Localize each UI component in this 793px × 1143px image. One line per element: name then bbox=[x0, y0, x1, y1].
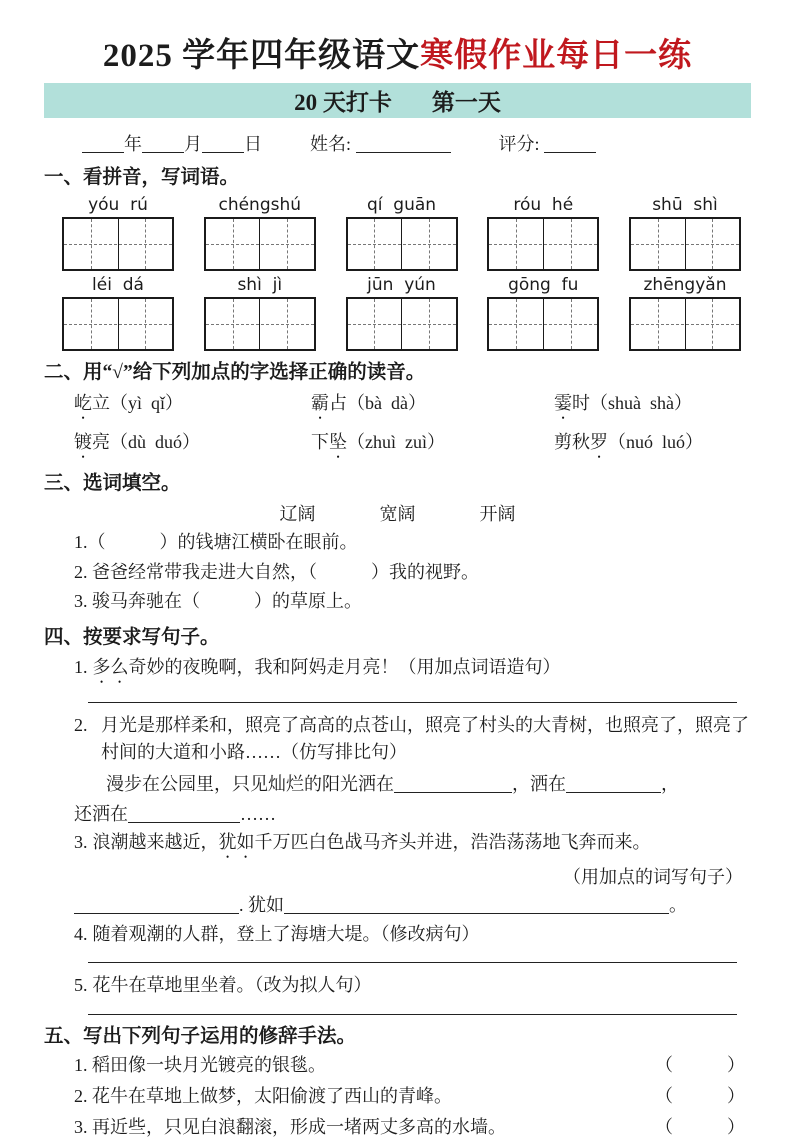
writing-cell[interactable] bbox=[685, 219, 740, 269]
word-bank-option: 宽阔 bbox=[379, 504, 416, 525]
writing-cell[interactable] bbox=[118, 299, 173, 349]
inline-blank[interactable] bbox=[566, 775, 661, 793]
answer-paren[interactable]: （ ） bbox=[655, 1116, 745, 1137]
writing-box[interactable] bbox=[346, 217, 458, 271]
fill-blank-item[interactable]: 2. 爸爸经常带我走进大自然，（ ）我的视野。 bbox=[74, 561, 479, 582]
writing-box[interactable] bbox=[62, 297, 174, 351]
pronunciation-item[interactable]: 下坠（zhuì zuì） bbox=[311, 432, 445, 453]
score-label: 评分: bbox=[498, 133, 540, 154]
pronunciation-item[interactable]: 镀亮（dù duó） bbox=[74, 432, 200, 453]
day-blank[interactable] bbox=[202, 135, 244, 153]
dotted-char: 罗 bbox=[590, 432, 608, 453]
pinyin-column bbox=[487, 194, 599, 271]
score-blank[interactable] bbox=[544, 135, 596, 153]
dotted-char: 镀 bbox=[74, 432, 92, 453]
pinyin-label: jūn yún bbox=[367, 274, 436, 295]
sentence-item-3-note: （用加点的词写句子） bbox=[563, 867, 743, 888]
inline-blank[interactable] bbox=[128, 805, 240, 823]
rhetoric-sentence: 2. 花牛在草地上做梦，太阳偷渡了西山的青峰。 bbox=[74, 1085, 452, 1106]
writing-cell[interactable] bbox=[401, 219, 456, 269]
pronunciation-item[interactable]: 屹立（yì qǐ） bbox=[74, 393, 184, 414]
writing-box[interactable] bbox=[346, 297, 458, 351]
section2-heading: 二、用“√”给下列加点的字选择正确的读音。 bbox=[44, 361, 426, 383]
month-label: 月 bbox=[184, 133, 202, 154]
writing-cell[interactable] bbox=[401, 299, 456, 349]
writing-box[interactable] bbox=[204, 217, 316, 271]
writing-cell[interactable] bbox=[543, 219, 598, 269]
writing-box[interactable] bbox=[487, 217, 599, 271]
word-bank-option: 开阔 bbox=[479, 504, 516, 525]
writing-cell[interactable] bbox=[685, 299, 740, 349]
section1-heading: 一、看拼音，写词语。 bbox=[44, 166, 240, 188]
section3-heading: 三、选词填空。 bbox=[44, 473, 181, 495]
writing-cell[interactable] bbox=[64, 299, 118, 349]
pinyin-column bbox=[629, 274, 741, 351]
pronunciation-grid bbox=[44, 389, 751, 462]
writing-cell[interactable] bbox=[543, 299, 598, 349]
fill-blank-item[interactable]: 3. 骏马奔驰在（ ）的草原上。 bbox=[74, 590, 362, 611]
sentence-item-3-answer-line: . 犹如 。 bbox=[44, 892, 751, 918]
word-bank bbox=[44, 500, 751, 526]
pinyin-column bbox=[62, 194, 174, 271]
pinyin-label: róu hé bbox=[513, 194, 574, 215]
fill-blank-items bbox=[44, 528, 751, 615]
sentence-item-2-fill-line-1: 漫步在公园里，只见灿烂的阳光洒在 ，洒在 ， bbox=[106, 774, 679, 795]
sentence-item-2-fill-line-2: 还洒在 …… bbox=[74, 804, 276, 825]
page-title bbox=[44, 34, 751, 79]
pronunciation-item[interactable]: 霸占（bà dà） bbox=[311, 393, 426, 414]
writing-cell[interactable] bbox=[206, 219, 260, 269]
pronunciation-item[interactable]: 剪秋罗（nuó luó） bbox=[554, 432, 704, 453]
answer-paren[interactable]: （ ） bbox=[655, 1054, 745, 1075]
writing-cell[interactable] bbox=[348, 219, 402, 269]
pinyin-label: chéngshú bbox=[218, 194, 302, 215]
sentence-item-3: 3. 浪潮越来越近，犹如千万匹白色战马齐头并进，浩浩荡荡地飞奔而来。 bbox=[74, 832, 651, 853]
pinyin-column bbox=[204, 194, 316, 271]
section4-heading: 四、按要求写句子。 bbox=[44, 626, 220, 648]
sentence-item-1: 1. 多么奇妙的夜晚啊，我和阿妈走月亮！（用加点词语造句） bbox=[74, 657, 561, 678]
dotted-char: 霸 bbox=[311, 393, 329, 414]
writing-cell[interactable] bbox=[64, 219, 118, 269]
rhetoric-item bbox=[44, 1112, 751, 1143]
writing-cell[interactable] bbox=[489, 219, 543, 269]
pinyin-column bbox=[629, 194, 741, 271]
writing-box[interactable] bbox=[62, 217, 174, 271]
pinyin-column bbox=[346, 274, 458, 351]
writing-cell[interactable] bbox=[259, 299, 314, 349]
sentence-item-2: 2. 月光是那样柔和，照亮了高高的点苍山，照亮了村头的大青树，也照亮了，照亮了村间的大道和小路……（仿写排比句） bbox=[74, 715, 749, 763]
sentence-section bbox=[44, 654, 751, 1014]
inline-blank[interactable] bbox=[74, 896, 239, 914]
pinyin-label: shū shì bbox=[652, 194, 718, 215]
writing-cell[interactable] bbox=[348, 299, 402, 349]
writing-cell[interactable] bbox=[118, 219, 173, 269]
answer-line[interactable] bbox=[88, 999, 737, 1015]
year-label: 年 bbox=[124, 133, 142, 154]
inline-blank[interactable] bbox=[394, 775, 512, 793]
month-blank[interactable] bbox=[142, 135, 184, 153]
pinyin-column bbox=[204, 274, 316, 351]
answer-paren[interactable]: （ ） bbox=[655, 1085, 745, 1106]
day-label: 日 bbox=[244, 133, 262, 154]
sentence-item-5: 5. 花牛在草地里坐着。（改为拟人句） bbox=[74, 975, 372, 996]
section5-heading: 五、写出下列句子运用的修辞手法。 bbox=[44, 1025, 357, 1047]
banner-checkin-label: 20 天打卡 bbox=[294, 89, 392, 115]
pinyin-label: zhēngyǎn bbox=[643, 274, 727, 295]
writing-box[interactable] bbox=[487, 297, 599, 351]
answer-line[interactable] bbox=[88, 687, 737, 703]
rhetoric-item bbox=[44, 1050, 751, 1081]
title-red-part: 寒假作业每日一练 bbox=[420, 38, 693, 74]
pinyin-label: léi dá bbox=[92, 274, 144, 295]
sentence-item-4: 4. 随着观潮的人群，登上了海塘大堤。（修改病句） bbox=[74, 924, 480, 945]
pinyin-label: gōng fu bbox=[508, 274, 579, 295]
writing-cell[interactable] bbox=[259, 219, 314, 269]
day-banner bbox=[44, 83, 751, 118]
word-bank-option: 辽阔 bbox=[279, 504, 316, 525]
pinyin-label: qí guān bbox=[366, 194, 437, 215]
title-black-part: 2025 学年四年级语文 bbox=[102, 38, 421, 74]
writing-box[interactable] bbox=[629, 217, 741, 271]
pinyin-column bbox=[487, 274, 599, 351]
fill-blank-item[interactable]: 1.（ ）的钱塘江横卧在眼前。 bbox=[74, 532, 358, 553]
name-label: 姓名: bbox=[310, 133, 352, 154]
inline-blank[interactable] bbox=[284, 896, 669, 914]
name-blank[interactable] bbox=[356, 135, 451, 153]
rhetoric-section bbox=[44, 1050, 751, 1143]
answer-line[interactable] bbox=[88, 947, 737, 963]
pinyin-column bbox=[346, 194, 458, 271]
dotted-char: 坠 bbox=[329, 432, 347, 453]
writing-cell[interactable] bbox=[206, 299, 260, 349]
dotted-word: 犹如 bbox=[218, 832, 255, 853]
pinyin-label: yóu rú bbox=[88, 194, 148, 215]
dotted-char: 屹 bbox=[74, 393, 92, 414]
rhetoric-item bbox=[44, 1081, 751, 1112]
pinyin-label: shì jì bbox=[237, 274, 283, 295]
writing-cell[interactable] bbox=[631, 219, 685, 269]
pinyin-column bbox=[62, 274, 174, 351]
rhetoric-sentence: 3. 再近些，只见白浪翻滚，形成一堵两丈多高的水墙。 bbox=[74, 1116, 506, 1137]
writing-box[interactable] bbox=[204, 297, 316, 351]
rhetoric-sentence: 1. 稻田像一块月光镀亮的银毯。 bbox=[74, 1054, 326, 1075]
banner-day-label: 第一天 bbox=[431, 89, 501, 115]
pinyin-row-2 bbox=[44, 274, 751, 351]
pronunciation-item[interactable]: 霎时（shuà shà） bbox=[554, 393, 692, 414]
writing-box[interactable] bbox=[629, 297, 741, 351]
year-blank[interactable] bbox=[82, 135, 124, 153]
info-line bbox=[44, 130, 751, 156]
pinyin-row-1 bbox=[44, 194, 751, 271]
writing-cell[interactable] bbox=[489, 299, 543, 349]
dotted-char: 霎 bbox=[554, 393, 572, 414]
dotted-word: 多么 bbox=[92, 657, 129, 678]
writing-cell[interactable] bbox=[631, 299, 685, 349]
